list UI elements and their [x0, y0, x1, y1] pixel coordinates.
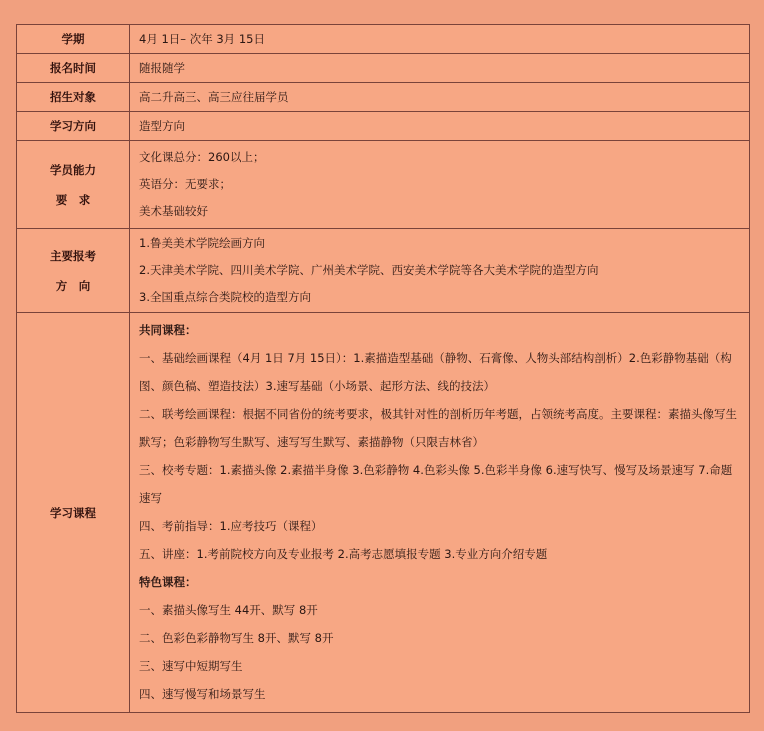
ability-requirements-label-line-2: 要 求: [55, 192, 91, 207]
main-exam-direction-content: [130, 229, 750, 313]
common-courses-title: 共同课程：: [139, 323, 197, 337]
common-course-item: 一、基础绘画课程（4月 1日 7月 15日）：1.素描造型基础（静物、石膏像、人物头部结构剖析）2.色彩静物基础（构图、颜色稿、塑造技法）3.速写基础（小场景、起形方法、线的技法）: [139, 351, 732, 393]
main-exam-direction-row: [17, 229, 750, 313]
ability-requirements-label-line-1: 学员能力: [50, 162, 96, 177]
common-course-item: 三、校考专题：1.素描头像 2.素描半身像 3.色彩静物 4.色彩头像 5.色彩半身像 6.速写快写、慢写及场景速写 7.命题速写: [139, 463, 733, 505]
special-course-item: 一、素描头像写生 44开、默写 8开: [139, 603, 318, 617]
main-exam-direction-label-line-2: 方 向: [55, 278, 91, 293]
common-course-item: 五、讲座：1.考前院校方向及专业报考 2.高考志愿填报专题 3.专业方向介绍专题: [139, 547, 548, 561]
semester-value: 4月 1日– 次年 3月 15日: [130, 25, 750, 54]
special-courses-title: 特色课程：: [139, 575, 197, 589]
ability-requirement-item: 英语分：无要求；: [139, 177, 231, 191]
course-info-table: [16, 24, 750, 713]
main-exam-direction-item: 2.天津美术学院、四川美术学院、广州美术学院、西安美术学院等各大美术学院的造型方向: [139, 263, 599, 277]
courses-row: [17, 313, 750, 713]
registration-time-row: [17, 54, 750, 83]
target-students-value: 高二升高三、高三应往届学员: [130, 83, 750, 112]
courses-label: 学习课程: [17, 313, 130, 713]
main-exam-direction-item: 1.鲁美美术学院绘画方向: [139, 236, 265, 250]
learning-direction-row: [17, 112, 750, 141]
courses-content: [130, 313, 750, 713]
semester-label: 学期: [17, 25, 130, 54]
special-course-item: 二、色彩色彩静物写生 8开、默写 8开: [139, 631, 334, 645]
ability-requirement-item: 文化课总分：260以上；: [139, 150, 265, 164]
learning-direction-label: 学习方向: [17, 112, 130, 141]
target-students-row: [17, 83, 750, 112]
main-exam-direction-label-stack: [17, 242, 129, 300]
special-course-item: 三、速写中短期写生: [139, 659, 243, 673]
common-course-item: 四、考前指导：1.应考技巧（课程）: [139, 519, 323, 533]
main-exam-direction-label-line-1: 主要报考: [50, 248, 96, 263]
main-exam-direction-item: 3.全国重点综合类院校的造型方向: [139, 290, 311, 304]
semester-row: [17, 25, 750, 54]
registration-time-label: 报名时间: [17, 54, 130, 83]
target-students-label: 招生对象: [17, 83, 130, 112]
course-info-sheet: [16, 24, 750, 713]
main-exam-direction-label: [17, 229, 130, 313]
special-course-item: 四、速写慢写和场景写生: [139, 687, 266, 701]
common-course-item: 二、联考绘画课程：根据不同省份的统考要求，极其针对性的剖析历年考题，占领统考高度。主要课程：素描头像写生默写；色彩静物写生默写、速写写生默写、素描静物（只限吉林省）: [139, 407, 737, 449]
learning-direction-value: 造型方向: [130, 112, 750, 141]
registration-time-value: 随报随学: [130, 54, 750, 83]
ability-requirements-label-stack: [17, 156, 129, 214]
ability-requirements-label: [17, 141, 130, 229]
ability-requirement-item: 美术基础较好: [139, 204, 208, 218]
ability-requirements-row: [17, 141, 750, 229]
ability-requirements-content: [130, 141, 750, 229]
